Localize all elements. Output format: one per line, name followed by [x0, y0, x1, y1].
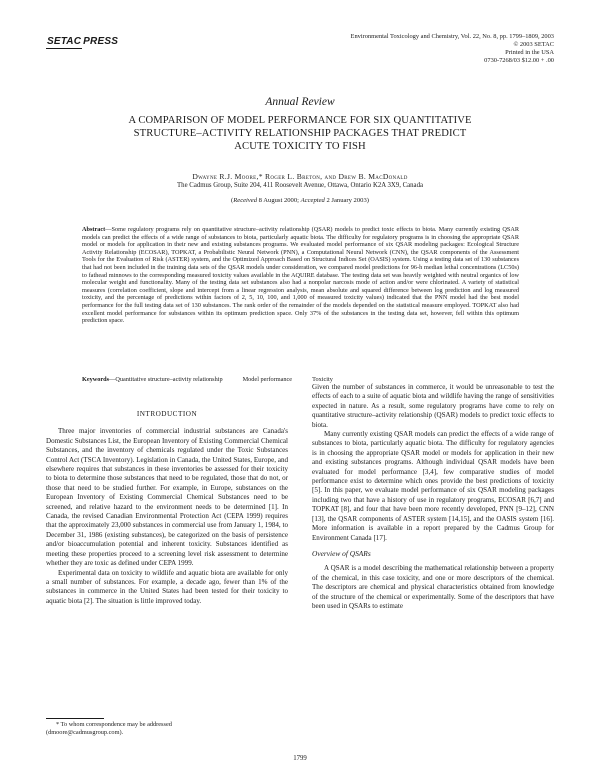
paragraph: Given the number of substances in commerce, it would be unreasonable to test the effects of each to a suite of aquatic biota and wildlife having the range of sensitivities expected in nature. As a result, some regulatory programs have come to rely on quantitative structure–activity relationship (QSAR) models to predict toxic effects to biota. [312, 383, 554, 429]
logo-setac: SETAC [47, 36, 82, 47]
paragraph: Experimental data on toxicity to wildlife and aquatic biota are available for only a small number of substances. For example, a decade ago, fewer than 1% of the substances in commerce in the United States had been tested for their toxicity to aquatic biota [2]. The situation is little improved today. [46, 568, 288, 605]
printed-line: Printed in the USA [505, 49, 554, 56]
section-label: Annual Review [265, 96, 335, 108]
abstract-text: —Some regulatory programs rely on quantitative structure–activity relationship (QSAR) models to predict toxic effects to biota. Many currently existing QSAR models can predict the effects of a wide range of substances to biota, particularly aquatic biota. The difficulty for regulatory programs is in choosing the appropriate QSAR model or models for application in their new and existing substances programs. We evaluated model performance of six QSAR modeling packages: Ecological Structure Activity Relationship (ECOSAR), TOPKAT, a Probabilistic Neural Network (PNN), a Computational Neural Network (CNN), the QSAR components of the Assessment Tools for the Evaluation of Risk (ASTER) system, and the Optimized Approach Based on Structural Indices Set (OASIS) system. Using a testing data set of 130 substances that had not been included in the training data sets of the QSAR models under consideration, we compared model predictions for 96-h median lethal concentrations (LC50s) to fathead minnows to the corresponding measured toxicity values available in the AQUIRE database. The testing data set was heavily weighted with neutral organics of low molecular weight and functionality. Many of the testing data set substances also had a nonpolar narcosis mode of action and/or were chlorinated. A variety of statistical measures (correlation coefficient, slope and intercept from a linear regression analysis, mean absolute and squared difference between log prediction and log measured toxicity, and the percentage of predictions within factors of 2, 5, 10, 100, and 1,000 of measured toxicity values) indicated that the PNN model had the best model performance for the full testing data set of 130 substances. The rank order of the remainder of the models depended on the statistical measure employed. TOPKAT also had excellent model performance for substances within its optimum prediction space. Only 37% of the substances in the testing data set, however, fell within this optimum prediction space. [82, 226, 519, 325]
copyright-line: © 2003 SETAC [513, 41, 554, 48]
article-title [60, 114, 540, 153]
setac-press-logo [46, 36, 118, 49]
footnote-email: (dmoore@cadmusgroup.com). [46, 729, 124, 736]
keywords-label: Keywords [82, 376, 110, 383]
title-line: STRUCTURE–ACTIVITY RELATIONSHIP PACKAGES THAT PREDICT [133, 128, 467, 139]
journal-header [254, 33, 554, 65]
journal-citation: Environmental Toxicology and Chemistry, Vol. 22, No. 8, pp. 1799–1809, 2003 [350, 33, 554, 40]
keywords [82, 376, 519, 383]
footnote [46, 721, 288, 737]
right-column [312, 383, 554, 611]
keyword: Toxicity [312, 376, 333, 383]
subsection-heading: Overview of QSARs [312, 548, 371, 558]
title-line: A COMPARISON OF MODEL PERFORMANCE FOR SIX QUANTITATIVE [128, 115, 472, 126]
abstract [82, 226, 519, 325]
keyword: —Quantitative structure–activity relationship [109, 376, 223, 383]
received-dates: (Received 8 August 2000; Accepted 2 January 2003) [231, 197, 369, 204]
affiliation: The Cadmus Group, Suite 204, 411 Roosevelt Avenue, Ottawa, Ontario K2A 3X9, Canada [177, 182, 423, 189]
title-line: ACUTE TOXICITY TO FISH [234, 141, 366, 152]
keyword: Model performance [242, 376, 293, 383]
left-column [46, 410, 288, 606]
paragraph: Three major inventories of commercial industrial substances are Canada's Domestic Substances List, the European Inventory of Existing Commercial Chemical Substances, and the inventory of chemicals regulated under the Toxic Substances Control Act (TSCA Inventory). Legislation in Canada, the United States, Europe, and elsewhere requires that substances in these inventories be assessed for their toxicity to biota to determine those substances that need to be regulated, those that do not, or those that need to be studied further. For example, in Europe, substances on the European Inventory of Existing Commercial Chemical Substances need to be screened, and relative hazard to the environment needs to be determined [1]. In Canada, the revised Canadian Environmental Protection Act (CEPA 1999) requires that the approximately 23,000 substances in commercial use from January 1, 1984, to December 31, 1986 (existing substances), be categorized on the basis of persistence and/or bioaccumulation potential and inherent toxicity. Substances identified as meeting these properties proceed to a screening level risk assessment to determine whether they are toxic as defined under CEPA 1999. [46, 427, 288, 568]
footnote-line: * To whom correspondence may be addressed [56, 721, 172, 728]
paragraph: Many currently existing QSAR models can predict the effects of a wide range of substances to biota, particularly aquatic biota. The difficulty for regulatory agencies is in choosing the appropriate QSAR model or models for application in their new and existing substances programs. Although individual QSAR models have been evaluated for model performance [3,4], few comparative studies of model performance exist to determine which ones provide the best predictions of toxicity [5]. In this paper, we evaluate model performance of six QSAR modeling packages including two that have a history of use in regulatory programs, ECOSAR [6,7] and TOPKAT [8], and four that have been more recently developed, PNN [9–12], CNN [13], the QSAR components of ASTER system [14,15], and the OASIS system [16]. More information is available in a report prepared by the Cadmus Group for Environment Canada [17]. [312, 430, 554, 542]
author-list: Dwayne R.J. Moore,* Roger L. Breton, and Drew B. MacDonald [192, 172, 408, 181]
page-number: 1799 [293, 755, 307, 762]
price-line: 0730-7268/03 $12.00 + .00 [484, 57, 554, 64]
abstract-label: Abstract [82, 226, 106, 233]
logo-press: PRESS [83, 36, 119, 47]
section-heading-introduction: INTRODUCTION [136, 410, 198, 418]
footnote-divider [46, 718, 104, 719]
paragraph: A QSAR is a model describing the mathematical relationship between a property of the chemical, in this case toxicity, and one or more descriptors of the chemical. The descriptors are chemical and physical characteristics obtained from knowledge of the structure of the chemical or experimentally. Some of the descriptors that have been used in QSARs to estimate [312, 564, 554, 610]
